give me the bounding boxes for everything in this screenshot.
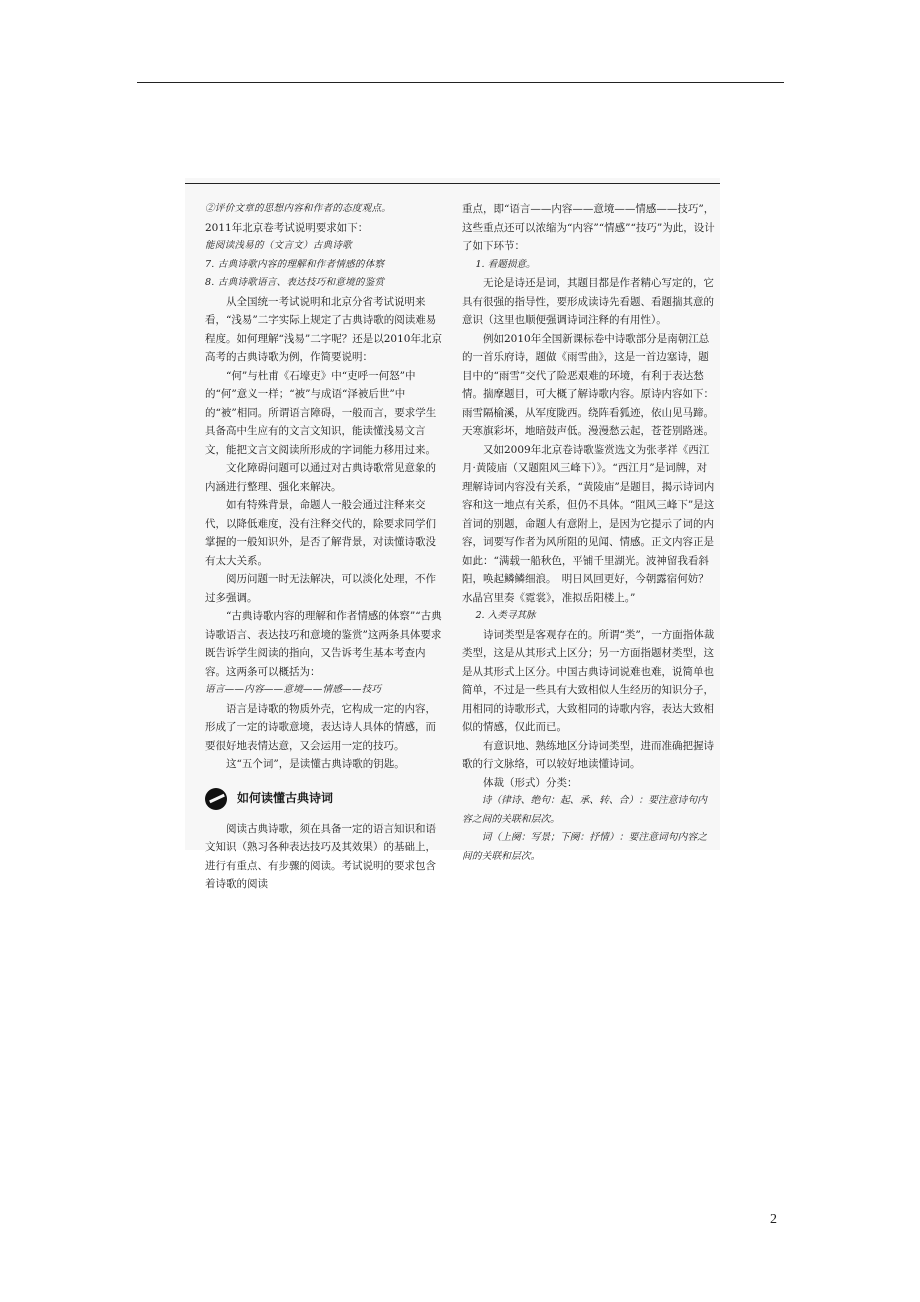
paragraph: 有意识地、熟练地区分诗词类型，进而准确把握诗歌的行文脉络，可以较好地读懂诗词。	[462, 739, 714, 770]
left-column	[205, 200, 445, 894]
paragraph: 文化障碍问题可以通过对古典诗歌常见意象的内涵进行整理、强化来解决。	[205, 462, 436, 493]
paragraph: 诗词类型是客观存在的。所谓“类”，一方面指体裁类型，这是从其形式上区分；另一方面指题材类型，这是从其形式上区分。中国古典诗词说难也难，说简单也简单，不过是一些具有大致相似人生经历的知识分子，用相同的诗歌形式，大致相同的诗歌内容，表达大致相似的情感，仅此而已。	[462, 628, 715, 733]
paragraph: 阅历问题一时无法解决，可以淡化处理，不作过多强调。	[205, 573, 436, 604]
paragraph: 阅读古典诗歌，须在具备一定的语言知识和语文知识（熟习各种表达技巧及其效果）的基础上，进行有重点、有步骤的阅读。考试说明的要求包含着诗歌的阅读	[205, 822, 436, 890]
section-heading-text: 如何读懂古典诗词	[237, 791, 334, 806]
paragraph: 2011年北京卷考试说明要求如下：	[205, 221, 369, 234]
right-column	[462, 200, 716, 866]
paragraph: 例如2010年全国新课标卷中诗歌部分是南朝江总的一首乐府诗，题做《雨雪曲》，这是一首边塞诗，题目中的“雨雪”交代了险恶艰难的环境，有利于表达愁情。揣摩题目，可大概了解诗歌内容。原诗内容如下：雨雪隔榆溪，从军度陇西。绕阵看狐迹，依山见马蹄。天寒旗彩坏，地暗鼓声低。漫漫愁云起，苍苍别路迷。	[462, 332, 714, 437]
paragraph: 2. 入类寻其脉	[475, 610, 536, 621]
section-heading-icon	[205, 788, 227, 810]
paragraph: “何”与杜甫《石壕吏》中“吏呼一何怒”中的“何”意义一样；“被”与成语“泽被后世”中的“被”相同。所谓语言障碍，一般而言，要求学生具备高中生应有的文言文知识，能读懂浅易文言文，能把文言文阅读所形成的字词能力移用过来。	[205, 369, 437, 456]
scan-header-rule	[185, 183, 720, 184]
paragraph: 体裁（形式）分类：	[483, 776, 578, 789]
paragraph: “古典诗歌内容的理解和作者情感的体察”“古典诗歌语言、表达技巧和意境的鉴赏”这两条具体要求既告诉学生阅读的指向，又告诉考生基本考查内容。这两条可以概括为：	[205, 610, 442, 678]
paragraph: 无论是诗还是词，其题目都是作者精心写定的，它具有很强的指导性，要形成读诗先看题、看题揣其意的意识（这里也顺便强调诗词注释的有用性）。	[462, 277, 714, 326]
left-after-heading	[205, 820, 445, 894]
paragraph: 1. 看题损意。	[475, 258, 536, 270]
right-paragraphs	[462, 200, 716, 866]
paragraph: 词（上阕：写景；下阕：抒情）：要注意词句内容之间的关联和层次。	[462, 832, 707, 862]
left-paragraphs	[205, 200, 445, 774]
page-number: 2	[770, 1212, 777, 1227]
paragraph: 重点，即“语言——内容——意境——情感——技巧”，这些重点还可以浓缩为“内容”“情感”“技巧”为此，设计了如下环节：	[462, 203, 715, 252]
paragraph: 从全国统一考试说明和北京分省考试说明来看，“浅易”二字实际上规定了古典诗歌的阅读难易程度。如何理解“浅易”二字呢？还是以2010年北京高考的古典诗歌为例，作简要说明：	[205, 295, 442, 363]
section-heading	[205, 788, 445, 810]
paragraph: 语言——内容——意境——情感——技巧	[205, 684, 382, 695]
paragraph: 诗（律诗、绝句：起、承、转、合）：要注意诗句内容之间的关联和层次。	[462, 795, 707, 825]
paragraph: 8. 古典诗歌语言、表达技巧和意境的鉴赏	[205, 277, 385, 288]
paragraph: ②评价文章的思想内容和作者的态度观点。	[205, 203, 392, 214]
paragraph: 语言是诗歌的物质外壳，它构成一定的内容，形成了一定的诗歌意境，表达诗人具体的情感，而要很好地表情达意，又会运用一定的技巧。	[205, 702, 436, 752]
paragraph: 如有特殊背景，命题人一般会通过注释来交代，以降低难度，没有注释交代的，除要求同学们掌握的一般知识外，是否了解背景，对读懂诗歌没有太大关系。	[205, 499, 436, 567]
paragraph: 又如2009年北京卷诗歌鉴赏选文为张孝祥《西江月·黄陵庙（又题阻风三峰下）》。“西江月”是词牌，对理解诗词内容没有关系，“黄陵庙”是题目，揭示诗词内容和这一地点有关系，但仍不具体。“阻风三峰下”是这首词的别题，命题人有意附上，是因为它提示了词的内容，词要写作者为风所阻的见闻、情感。正文内容正是如此：“满载一船秋色，平铺千里湖光。波神留我看斜阳，唤起鳞鳞细浪。 明日风回更好，今朝露宿何妨？水晶宫里奏《霓裳》，准拟岳阳楼上。”	[462, 443, 715, 604]
page-top-rule	[137, 82, 784, 83]
paragraph: 能阅读浅易的（文言文）古典诗歌	[205, 240, 352, 251]
paragraph: 这“五个词”，是读懂古典诗歌的钥匙。	[226, 758, 405, 770]
paragraph: 7. 古典诗歌内容的理解和作者情感的体察	[205, 258, 385, 270]
